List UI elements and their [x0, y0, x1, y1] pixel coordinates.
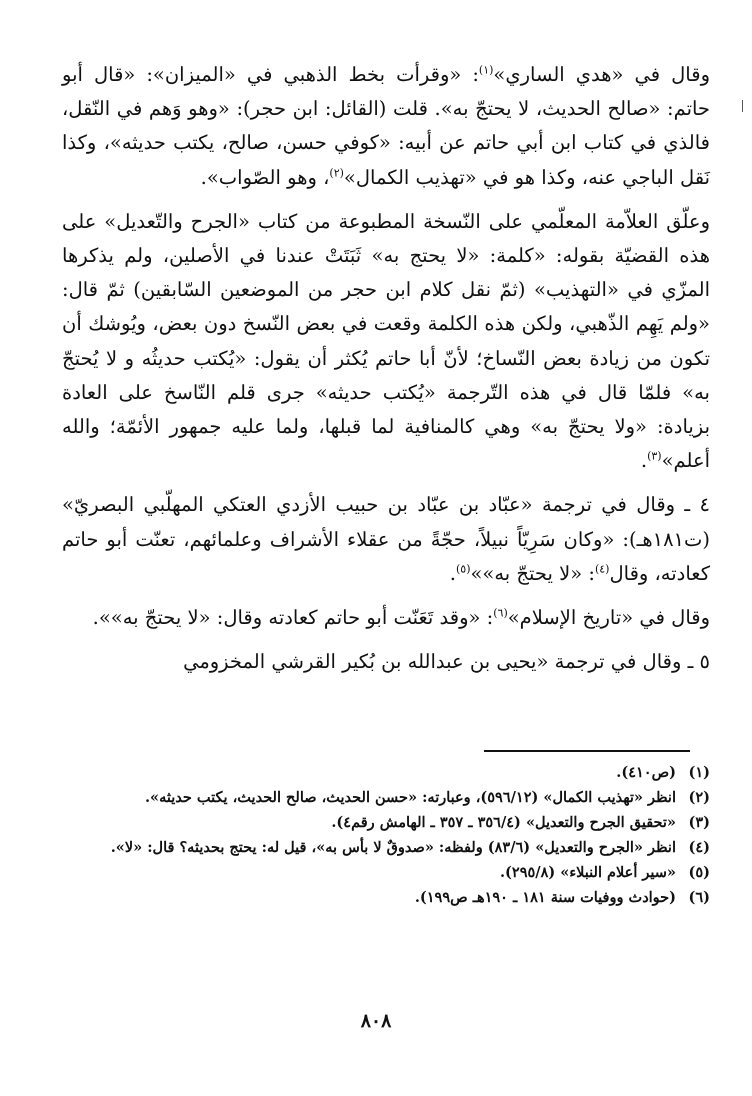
text-run: ، وهو الصّواب».: [200, 165, 330, 189]
paragraph-tarikh-al-islam: [62, 601, 710, 635]
text-run: وقال في «تاريخ الإسلام»: [507, 606, 710, 630]
paragraph-muallimi-comment: [62, 205, 710, 479]
footnote-3: [62, 810, 710, 835]
footnotes: [62, 760, 710, 910]
footnote-number: (١): [688, 764, 710, 781]
text-run: ٥ ـ وقال في ترجمة «يحيى بن عبدالله بن بُكير القرشي المخزومي: [183, 650, 710, 674]
footnote-text: «سير أعلام النبلاء» (٢٩٥/٨).: [499, 864, 676, 881]
footnote-5: [62, 860, 710, 885]
footnote-text: (حوادث ووفيات سنة ١٨١ ـ ١٩٠هـ ص١٩٩).: [414, 889, 676, 906]
footnote-number: (٥): [688, 864, 710, 881]
text-run: وعلّق العلاّمة المعلّمي على النّسخة المطبوعة من كتاب «الجرح والتّعديل» على هذه القضيّة بقوله: «كلمة: «لا يحتج به» ثَبَتَتْ عندنا في الأصلين، ولم يذكرها المزّي في «التهذيب» (ثمّ نقل كلام ابن حجر من الموضعين السّابقين) ثمّ قال: «ولم يَهِم الذّهبي، ولكن هذه الكلمة وقعت في بعض النّسخ دون بعض، ويُوشك أن تكون من زيادة بعض النّساخ؛ لأنّ أبا حاتم يُكثر أن يقول: «يُكتب حديثُه و لا يُحتجّ به» فلمّا قال في هذه التّرجمة «يُكتب حديثه» جرى قلم النّاسخ على العادة بزيادة: «ولا يحتجّ به» وهي كالمنافية لما قبلها، ولما عليه جمهور الأئمّة؛ والله أعلم»: [62, 209, 710, 473]
footnote-number: (٣): [688, 814, 710, 831]
paragraph-hady-al-sari: [62, 58, 710, 195]
footnote-ref-5[interactable]: (٥): [455, 562, 471, 576]
footnote-6: [62, 885, 710, 910]
text-run: : «لا يحتجّ به»»: [470, 561, 595, 585]
paragraph-item-5: [62, 645, 710, 679]
footnote-text: (ص٤١٠).: [616, 764, 676, 781]
footnote-number: (٢): [688, 789, 710, 806]
footnote-number: (٤): [688, 839, 710, 856]
footnote-ref-6[interactable]: (٦): [493, 606, 508, 620]
footnote-separator: [484, 750, 690, 752]
text-run: وقال في «هدي الساري»: [493, 63, 710, 86]
text-run: : «وقرأت بخط الذهبي في «الميزان»: «قال أبو حاتم: «صالح الحديث، لا يحتجّ به». قلت (القائل: ابن حجر): «وهو وَهم في النّقل، فالذي في كتاب ابن أبي حاتم عن أبيه: «كوفي حسن، صالح، يكتب حديثه»، وكذا نَقل الباجي عنه، وكذا هو في «تهذيب الكمال»: [62, 63, 710, 189]
footnote-2: [62, 785, 710, 810]
footnote-text: «تحقيق الجرح والتعديل» (٣٥٦/٤ ـ ٣٥٧ ـ الهامش رقم٤).: [331, 814, 676, 831]
footnote-4: [62, 835, 710, 860]
main-text: [62, 58, 710, 679]
footnote-ref-2[interactable]: (٢): [329, 166, 344, 180]
footnote-text: انظر «الجرح والتعديل» (٨٣/٦) ولفظه: «صدوقٌ لا بأس به»، قيل له: يحتج بحديثه؟ قال: «لا».: [110, 839, 676, 856]
footnote-ref-1[interactable]: (١): [478, 63, 494, 77]
footnote-1: [62, 760, 710, 785]
text-run: .: [449, 561, 456, 585]
footnote-ref-3[interactable]: (٣): [647, 449, 662, 463]
page-number: ٨٠٨: [360, 1010, 392, 1032]
text-run: : «وقد تَعَنّت أبو حاتم كعادته وقال: «لا يحتجّ به»».: [92, 606, 494, 630]
scan-edge-mark: [742, 100, 747, 112]
footnote-text: انظر «تهذيب الكمال» (٥٩٦/١٢)، وعبارته: «حسن الحديث، صالح الحديث، يكتب حديثه».: [145, 789, 676, 806]
footnote-number: (٦): [688, 889, 710, 906]
footnote-ref-4[interactable]: (٤): [594, 562, 610, 576]
text-run: .: [640, 449, 648, 473]
text-run: ٤ ـ وقال في ترجمة «عبّاد بن عبّاد بن حبيب الأزدي العتكي المهلّبي البصريّ» (ت١٨١هـ): «وكان سَرِيّاً نبيلاً، حجّةً من عقلاء الأشراف وعلمائهم، تعنّت أبو حاتم كعادته، وقال: [62, 493, 710, 585]
paragraph-item-4: [62, 488, 710, 591]
